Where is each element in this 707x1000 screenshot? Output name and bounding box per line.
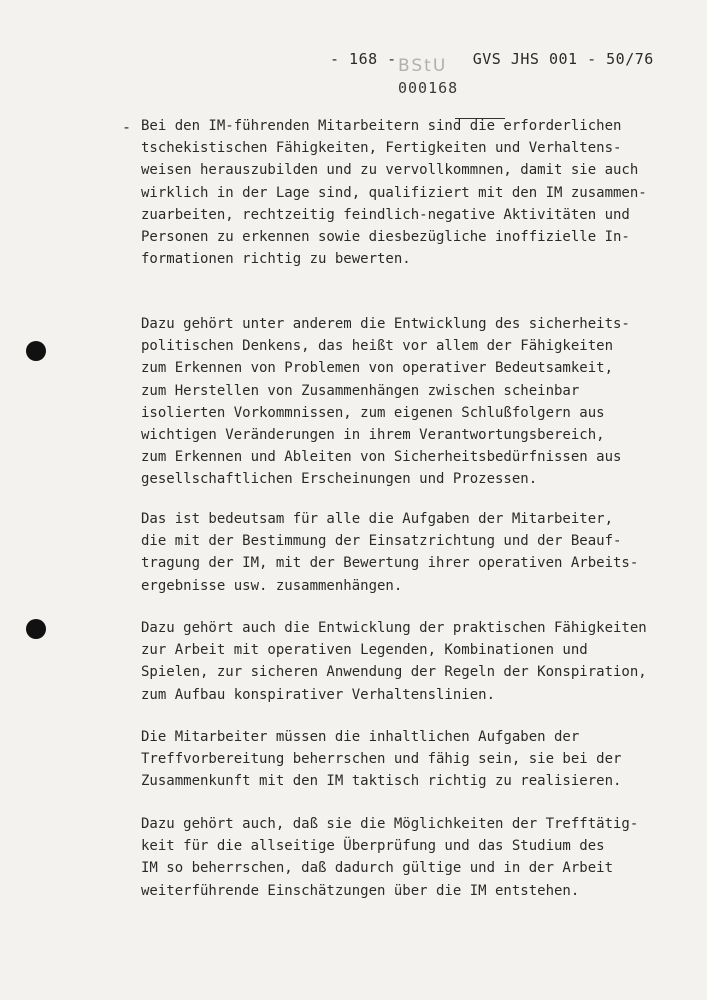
text-line: Treffvorbereitung beherrschen und fähig sein, sie bei der xyxy=(141,751,622,768)
text-line: tragung der IM, mit der Bewertung ihrer operativen Arbeits- xyxy=(141,555,639,572)
text-line: zum Erkennen und Ableiten von Sicherheitsbedürfnissen aus xyxy=(141,449,622,466)
text-line: Spielen, zur sicheren Anwendung der Regeln der Konspiration, xyxy=(141,664,647,681)
text-line: ergebnisse usw. zusammenhängen. xyxy=(141,577,403,594)
page-number: - 168 - xyxy=(330,50,397,68)
paragraph-4 xyxy=(141,617,689,706)
text-line: isolierten Vorkommnissen, zum eigenen Schlußfolgern aus xyxy=(141,404,605,421)
text-line: Dazu gehört auch, daß sie die Möglichkeiten der Trefftätig- xyxy=(141,816,639,832)
text-line: Zusammenkunft mit den IM taktisch richtig zu realisieren. xyxy=(141,773,622,790)
text-line: Dazu gehört unter anderem die Entwicklung des sicherheits- xyxy=(141,316,630,332)
archive-stamp-number: 000168 xyxy=(398,79,459,97)
text-line: Bei den IM-führenden Mitarbeitern sind die erforderlichen xyxy=(141,118,622,134)
text-line: wichtigen Veränderungen in ihrem Verantwortungsbereich, xyxy=(141,427,605,444)
text-line: die mit der Bestimmung der Einsatzrichtung und der Beauf- xyxy=(141,533,622,550)
text-line: keit für die allseitige Überprüfung und das Studium des xyxy=(141,838,605,855)
paragraph-1 xyxy=(141,115,689,270)
text-line: zum Aufbau konspirativer Verhaltenslinien. xyxy=(141,686,496,703)
bullet-dash: - xyxy=(122,118,132,136)
text-line: weisen herauszubilden und zu vervollkommnen, damit sie auch xyxy=(141,162,639,179)
text-line: tschekistischen Fähigkeiten, Fertigkeiten und Verhaltens- xyxy=(141,140,622,157)
text-line: Personen zu erkennen sowie diesbezügliche inoffizielle In- xyxy=(141,229,630,246)
paragraph-6 xyxy=(141,813,689,902)
text-line: Die Mitarbeiter müssen die inhaltlichen Aufgaben der xyxy=(141,729,580,745)
archive-stamp: BStU xyxy=(398,56,448,76)
text-line: zur Arbeit mit operativen Legenden, Kombinationen und xyxy=(141,642,588,659)
text-line: zuarbeiten, rechtzeitig feindlich-negative Aktivitäten und xyxy=(141,206,630,223)
text-line: weiterführende Einschätzungen über die IM entstehen. xyxy=(141,882,580,899)
text-line: formationen richtig zu bewerten. xyxy=(141,251,411,268)
punch-hole xyxy=(26,341,46,361)
text-line: gesellschaftlichen Erscheinungen und Prozessen. xyxy=(141,471,538,488)
text-line: zum Erkennen von Problemen von operativer Bedeutsamkeit, xyxy=(141,360,614,377)
paragraph-2 xyxy=(141,313,689,491)
page-header xyxy=(330,50,663,68)
text-line: Dazu gehört auch die Entwicklung der praktischen Fähigkeiten xyxy=(141,620,647,636)
text-line: IM so beherrschen, daß dadurch gültige und in der Arbeit xyxy=(141,860,614,877)
text-line: wirklich in der Lage sind, qualifiziert mit den IM zusammen- xyxy=(141,184,647,201)
text-line: Das ist bedeutsam für alle die Aufgaben der Mitarbeiter, xyxy=(141,511,614,527)
document-reference: GVS JHS 001 - 50/76 xyxy=(472,50,654,68)
text-line: politischen Denkens, das heißt vor allem der Fähigkeiten xyxy=(141,338,614,355)
punch-hole xyxy=(26,619,46,639)
text-line: zum Herstellen von Zusammenhängen zwischen scheinbar xyxy=(141,382,580,399)
paragraph-3 xyxy=(141,508,689,597)
paragraph-5 xyxy=(141,726,689,793)
